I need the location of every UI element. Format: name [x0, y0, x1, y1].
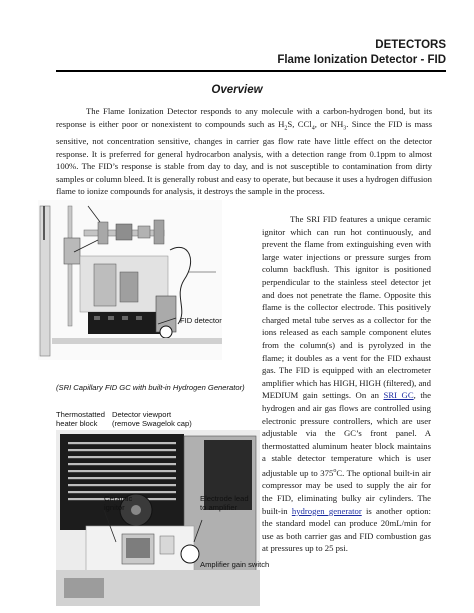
heater-block-label: Thermostatted heater block [56, 410, 105, 428]
heater-block-photo [56, 430, 260, 606]
figure1-caption: (SRI Capillary FID GC with built-in Hydrogen Generator) [56, 383, 245, 392]
intro-paragraph: The Flame Ionization Detector responds to any molecule with a carbon-hydrogen bond, but its response is either poor or nonexistent to compounds such as $H_2S$, CCl$_4$, or $NH_3$. Since the FID is mass sensitive, not concentration sensitive, changes in carrier gas flow rate have little effect on the detector response. It is preferred for general hydrocarbon analysis, with a detection range from 0.1ppm to almost 100%. The FID’s response is stable from day to day, and is not susceptible to contamination from dirty samples or column bleed. It is generally robust and easy to operate, but because it uses a hydrogen diffusion flame to ionize compounds for analysis, it destroys the sample in the process. [56, 106, 432, 197]
body-paragraph: The SRI FID features a unique ceramic ignitor which can run hot continuously, and prevent the flame from extinguishing even with large water injections or pressure surges from column backflush. This ignitor is positioned perpendicular to the stainless steel detector jet and does not penetrate the flame. Opposite this flame is the collector electrode. This positively charged metal tube serves as a collector for the ions released as each sample component elutes from the column(s) and is pyrolyzed in the flame; it doubles as a vent for the FID exhaust gas. The FID is equipped with an electrometer amplifier which has HIGH, HIGH (filtered), and MEDIUM gain settings. On an SRI GC, the hydrogen and air gas flows are controlled using electronic pressure controllers, which are user adjustable via the GC’s front panel. A thermostatted aluminum heater block maintains a stable detector temperature which is user adjustable up to 375$^o$C. The optional built-in air compressor may be used to supply the air for the FID, eliminating bulky air cylinders. The built-in hydrogen generator is another option: the standard model can produce 20mL/min for use as both carrier gas and FID combustion gas at pressures up to 25 psi. [262, 214, 431, 554]
section-title: DETECTORS [375, 39, 446, 51]
hydrogen-generator-link[interactable]: hydrogen generator [291, 505, 362, 516]
viewport-label: Detector viewport (remove Swagelok cap) [112, 410, 192, 428]
sri-gc-link[interactable]: SRI GC [383, 390, 414, 401]
amplifier-gain-switch-label: Amplifier gain switch [200, 560, 270, 569]
electrode-lead-label: Electrode lead to amplifier [200, 494, 249, 512]
fid-detector-label: FID detector [180, 316, 222, 325]
ceramic-ignitor-label: Ceramic ignitor [104, 494, 133, 512]
page-subtitle: Flame Ionization Detector - FID [277, 54, 446, 66]
header-rule [56, 70, 446, 72]
page-header [277, 38, 446, 68]
overview-heading: Overview [211, 84, 263, 96]
fid-gc-photo [38, 200, 222, 360]
